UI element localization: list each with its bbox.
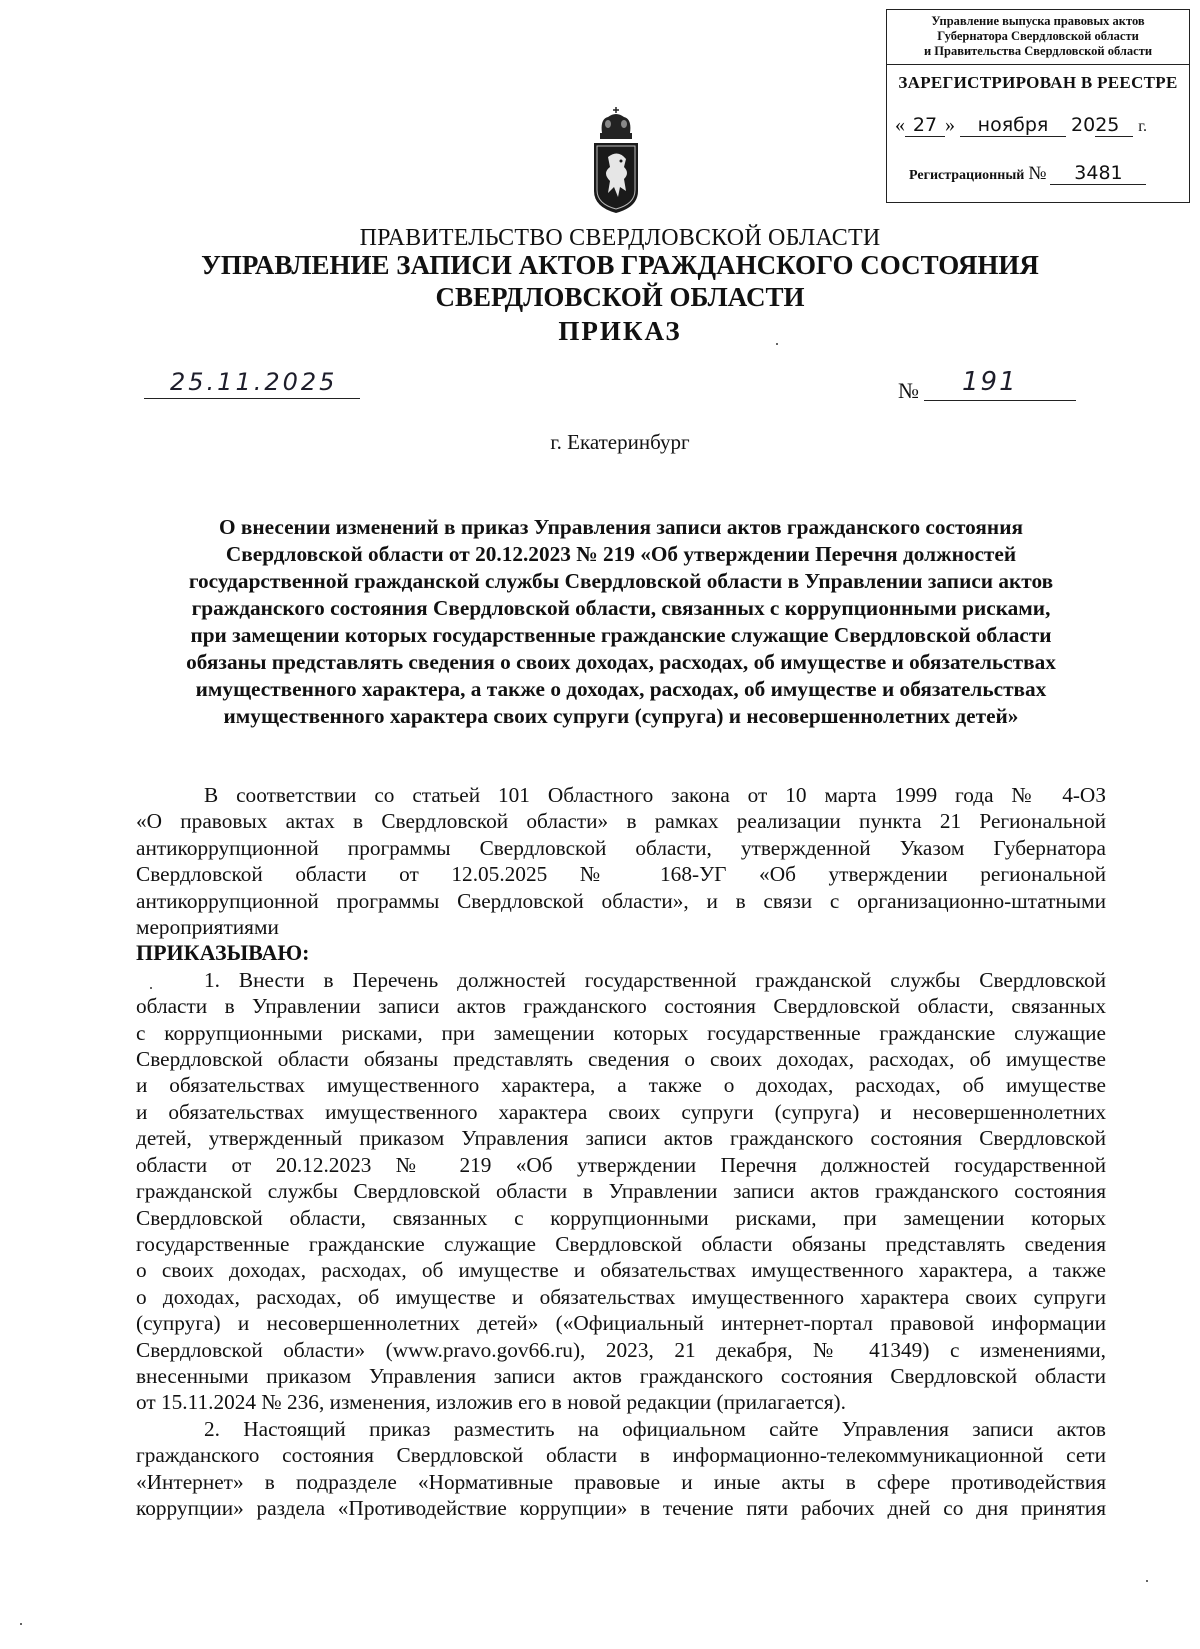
department-title-line1: УПРАВЛЕНИЕ ЗАПИСИ АКТОВ ГРАЖДАНСКОГО СОСТОЯНИЯ	[201, 250, 1039, 280]
item-1-line: о доходах, расходах, об имуществе и обязательствах имущественного характера своих супруги	[136, 1284, 1106, 1309]
stamp-registered-label: ЗАРЕГИСТРИРОВАН В РЕЕСТРЕ	[898, 73, 1178, 92]
item-1-line: о своих доходах, расходах, об имуществе и обязательствах имущественного характера, а также	[136, 1258, 1106, 1283]
subject-line: обязаны представлять сведения о своих доходах, расходах, об имуществе и обязательствах	[186, 650, 1056, 674]
order-body	[136, 782, 1106, 1521]
item-1-line: Свердловской области обязаны представлять сведения о своих доходах, расходах, об имуществе	[136, 1047, 1106, 1072]
registration-stamp	[886, 9, 1190, 203]
stamp-registration-number	[909, 162, 1179, 185]
item-1-line: детей, утвержденный приказом Управления записи актов гражданского состояния Свердловской	[136, 1126, 1106, 1151]
coat-of-arms-icon	[588, 107, 644, 213]
item-1-line: 1. Внести в Перечень должностей государственной гражданской службы Свердловской	[204, 967, 1106, 992]
stamp-org-line: и Правительства Свердловской области	[923, 44, 1153, 58]
command-word: ПРИКАЗЫВАЮ:	[136, 940, 310, 966]
item-1-paragraph	[136, 967, 1106, 1416]
document-type: ПРИКАЗ	[558, 316, 682, 346]
preamble-line: В соответствии со статьей 101 Областного закона от 10 марта 1999 года № 4-ОЗ	[204, 783, 1106, 807]
subject-line: при замещении которых государственные гражданские служащие Свердловской области	[190, 623, 1052, 647]
order-date-handwritten: 25.11.2025	[170, 368, 338, 396]
item-1-line: Свердловской области» (www.pravo.gov66.ru), 2023, 21 декабря, № 41349) с изменениями,	[136, 1337, 1106, 1362]
stamp-org-line: Губернатора Свердловской области	[937, 29, 1139, 43]
subject-line: О внесении изменений в приказ Управления записи актов гражданского состояния	[219, 515, 1023, 539]
date-underline	[144, 398, 360, 399]
item-1-line: государственные гражданские служащие Свердловской области обязаны представлять сведения	[136, 1231, 1106, 1256]
government-title: ПРАВИТЕЛЬСТВО СВЕРДЛОВСКОЙ ОБЛАСТИ	[359, 225, 881, 251]
stamp-no-sign: №	[1028, 163, 1047, 184]
scan-speck	[150, 987, 152, 989]
item-1-line: и обязательствах имущественного характера своих супруги (супруга) и несовершеннолетних	[136, 1099, 1106, 1124]
order-subject	[136, 514, 1106, 730]
scan-speck	[776, 343, 778, 345]
stamp-date	[895, 114, 1185, 137]
stamp-organization	[887, 14, 1189, 65]
item-1-line: области в Управлении записи актов гражданского состояния Свердловской области, связанных	[136, 994, 1106, 1019]
city: г. Екатеринбург	[550, 430, 690, 454]
item-1-line: от 15.11.2024 № 236, изменения, изложив его в новой редакции (прилагается).	[136, 1390, 846, 1415]
item-2-line: гражданского состояния Свердловской области в информационно-телекоммуникационной сети	[136, 1443, 1106, 1468]
scan-speck	[1146, 1580, 1148, 1582]
preamble-paragraph	[136, 782, 1106, 940]
subject-line: Свердловской области от 20.12.2023 № 219 «Об утверждении Перечня должностей	[225, 542, 1017, 566]
item-2-paragraph	[136, 1416, 1106, 1522]
stamp-year-prefix: 20	[1071, 114, 1096, 136]
preamble-line: мероприятиями	[136, 915, 279, 940]
stamp-year-mark: г.	[1138, 118, 1147, 135]
stamp-quote-close: »	[945, 114, 955, 136]
stamp-reg-label: Регистрационный	[909, 168, 1025, 183]
stamp-reg-number: 3481	[1050, 162, 1146, 185]
order-no-sign: №	[898, 378, 919, 403]
order-number-handwritten: 191	[962, 367, 1018, 397]
item-1-line: и обязательствах имущественного характера, а также о доходах, расходах, об имуществе	[136, 1073, 1106, 1098]
stamp-day: 27	[905, 114, 945, 137]
stamp-org-line: Управление выпуска правовых актов	[931, 14, 1145, 28]
item-1-line: внесенными приказом Управления записи актов гражданского состояния Свердловской области	[136, 1363, 1106, 1388]
subject-line: имущественного характера своих супруги (супруга) и несовершеннолетних детей»	[223, 704, 1019, 728]
preamble-line: Свердловской области от 12.05.2025 № 168-УГ «Об утверждении региональной	[136, 862, 1106, 887]
number-underline	[924, 400, 1076, 401]
item-1-line: Свердловской области, связанных с коррупционными рисками, при замещении которых	[136, 1205, 1106, 1230]
item-1-line: гражданской службы Свердловской области в Управлении записи актов гражданского состояния	[136, 1179, 1106, 1204]
department-title-line2: СВЕРДЛОВСКОЙ ОБЛАСТИ	[435, 282, 805, 312]
subject-line: гражданского состояния Свердловской области, связанных с коррупционными рисками,	[191, 596, 1051, 620]
preamble-line: антикоррупционной программы Свердловской области, утвержденной Указом Губернатора	[136, 835, 1106, 860]
item-2-line: 2. Настоящий приказ разместить на официальном сайте Управления записи актов	[204, 1416, 1106, 1441]
item-1-line: (супруга) и несовершеннолетних детей» («Официальный интернет-портал правовой информации	[136, 1311, 1106, 1336]
stamp-quote-open: «	[895, 114, 905, 136]
stamp-month: ноября	[960, 114, 1066, 137]
scan-speck	[20, 1623, 22, 1625]
item-2-line: «Интернет» в подразделе «Нормативные правовые и иные акты в сфере противодействия	[136, 1469, 1106, 1494]
preamble-line: «О правовых актах в Свердловской области» в рамках реализации пункта 21 Региональной	[136, 809, 1106, 834]
item-2-line: коррупции» раздела «Противодействие коррупции» в течение пяти рабочих дней со дня принятия	[136, 1495, 1106, 1520]
subject-line: имущественного характера, а также о доходах, расходах, об имуществе и обязательствах	[195, 677, 1047, 701]
item-1-line: области от 20.12.2023 № 219 «Об утверждении Перечня должностей государственной	[136, 1152, 1106, 1177]
preamble-line: антикоррупционной программы Свердловской области», и в связи с организационно-штатными	[136, 888, 1106, 913]
stamp-year: 25	[1095, 114, 1133, 137]
subject-line: государственной гражданской службы Свердловской области в Управлении записи актов	[188, 569, 1054, 593]
item-1-line: с коррупционными рисками, при замещении которых государственные гражданские служащие	[136, 1020, 1106, 1045]
